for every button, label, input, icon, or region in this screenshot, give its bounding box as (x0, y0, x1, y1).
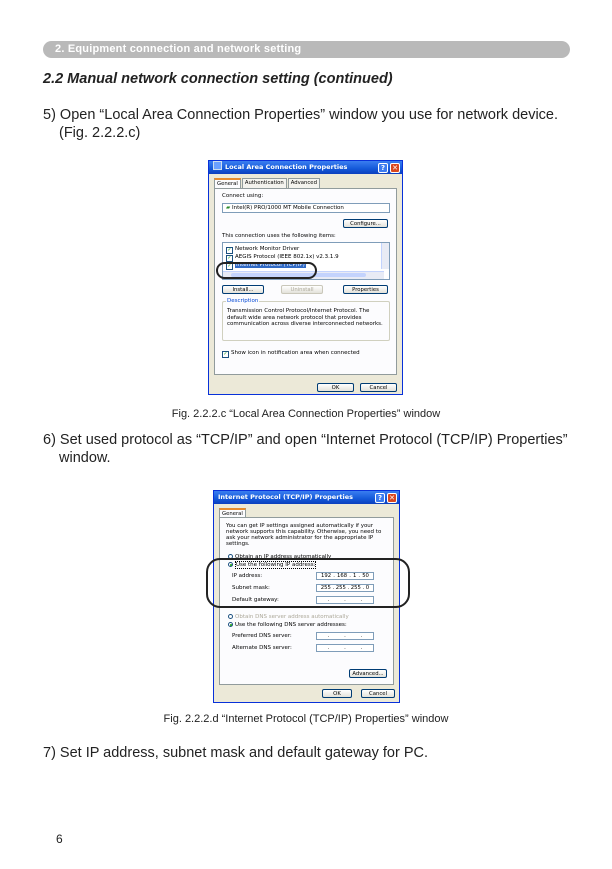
radio-icon[interactable] (228, 622, 233, 627)
cancel-button[interactable]: Cancel (360, 383, 397, 392)
description-text: Transmission Control Protocol/Internet Protocol. The default wide area network protocol that provides communication across diverse interconnected networks. (227, 308, 383, 327)
items-label: This connection uses the following items: (222, 233, 336, 239)
page-subtitle: 2.2 Manual network connection setting (continued) (43, 71, 393, 87)
preferred-dns-label: Preferred DNS server: (232, 633, 292, 639)
subnet-mask-field[interactable]: 255 . 255 . 255 . 0 (316, 584, 374, 592)
close-button[interactable]: ✕ (390, 163, 400, 173)
tab-advanced[interactable]: Advanced (288, 178, 320, 188)
intro-text: You can get IP settings assigned automatically if your network supports this capability. Otherwise, you need to ask your network administrator for the appropriate IP settings. (226, 523, 382, 547)
ok-button[interactable]: OK (317, 383, 354, 392)
ok-button[interactable]: OK (322, 689, 352, 698)
step-7: 7) Set IP address, subnet mask and default gateway for PC. (43, 745, 429, 761)
cancel-button[interactable]: Cancel (361, 689, 395, 698)
adapter-name: Intel(R) PRO/1000 MT Mobile Connection (231, 205, 344, 211)
description-label: Description (227, 298, 259, 304)
dialog-title: Local Area Connection Properties (225, 163, 348, 171)
configure-button[interactable]: Configure... (343, 219, 388, 228)
help-button[interactable]: ? (378, 163, 388, 173)
connect-using-label: Connect using: (222, 193, 264, 199)
adapter-field (222, 203, 390, 213)
description-group (222, 298, 390, 341)
step-5-line1: 5) Open “Local Area Connection Properties” window you use for network device. (43, 107, 559, 123)
tab-bar (214, 178, 321, 188)
preferred-dns-field[interactable]: . . . (316, 632, 374, 640)
obtain-ip-auto-option[interactable]: Obtain an IP address automatically (228, 554, 331, 560)
ip-address-label: IP address: (232, 573, 263, 579)
highlight-oval-ip-settings (206, 558, 410, 608)
checkbox-icon[interactable]: ✓ (227, 255, 232, 261)
install-button[interactable]: Install... (222, 285, 264, 294)
alternate-dns-label: Alternate DNS server: (232, 645, 292, 651)
figure-d-caption: Fig. 2.2.2.d “Internet Protocol (TCP/IP) Properties” window (163, 713, 449, 725)
dialog-titlebar (214, 491, 399, 504)
checkbox-icon[interactable]: ✓ (223, 351, 228, 357)
list-item[interactable]: ✓ AEGIS Protocol (IEEE 802.1x) v2.3.1.9 (227, 254, 339, 261)
help-button[interactable]: ? (375, 493, 385, 503)
dialog-titlebar (209, 161, 402, 174)
ip-address-field[interactable]: 192 . 168 . 1 . 50 (316, 572, 374, 580)
properties-button[interactable]: Properties (343, 285, 388, 294)
close-button[interactable]: ✕ (387, 493, 397, 503)
list-item-tcpip[interactable]: ✓ Internet Protocol (TCP/IP) (227, 262, 305, 269)
radio-icon[interactable] (228, 614, 233, 619)
highlight-oval-tcpip (216, 262, 317, 279)
default-gateway-field[interactable]: . . . (316, 596, 374, 604)
use-following-dns-option[interactable]: Use the following DNS server addresses: (228, 622, 347, 628)
checkbox-icon[interactable]: ✓ (227, 263, 232, 269)
subnet-mask-label: Subnet mask: (232, 585, 270, 591)
show-icon-option[interactable]: ✓ Show icon in notification area when connected (223, 350, 360, 357)
adapter-icon: ▰ (226, 205, 231, 211)
page-number: 6 (56, 832, 63, 846)
tab-general[interactable]: General (219, 508, 246, 518)
use-following-ip-option[interactable]: Use the following IP address: (228, 562, 316, 568)
obtain-dns-auto-option[interactable]: Obtain DNS server address automatically (228, 614, 349, 620)
uninstall-button[interactable]: Uninstall (281, 285, 323, 294)
step-6 (43, 431, 568, 467)
step-6-line2: window. (59, 450, 111, 466)
section-header-bar: 2. Equipment connection and network setting (43, 41, 570, 58)
general-panel (214, 188, 397, 375)
network-icon (213, 161, 222, 170)
advanced-button[interactable]: Advanced... (349, 669, 387, 678)
tab-general[interactable]: General (214, 178, 241, 188)
checkbox-icon[interactable]: ✓ (227, 247, 232, 253)
list-item[interactable]: ✓ Network Monitor Driver (227, 246, 300, 253)
step-5 (43, 106, 558, 142)
vertical-scrollbar[interactable] (381, 243, 389, 269)
step-6-line1: 6) Set used protocol as “TCP/IP” and open “Internet Protocol (TCP/IP) Properties” (43, 432, 568, 448)
alternate-dns-field[interactable]: . . . (316, 644, 374, 652)
default-gateway-label: Default gateway: (232, 597, 279, 603)
dialog-title: Internet Protocol (TCP/IP) Properties (218, 493, 354, 501)
step-5-line2: (Fig. 2.2.2.c) (59, 125, 141, 141)
tab-authentication[interactable]: Authentication (242, 178, 287, 188)
figure-c-caption: Fig. 2.2.2.c “Local Area Connection Properties” window (171, 408, 441, 420)
